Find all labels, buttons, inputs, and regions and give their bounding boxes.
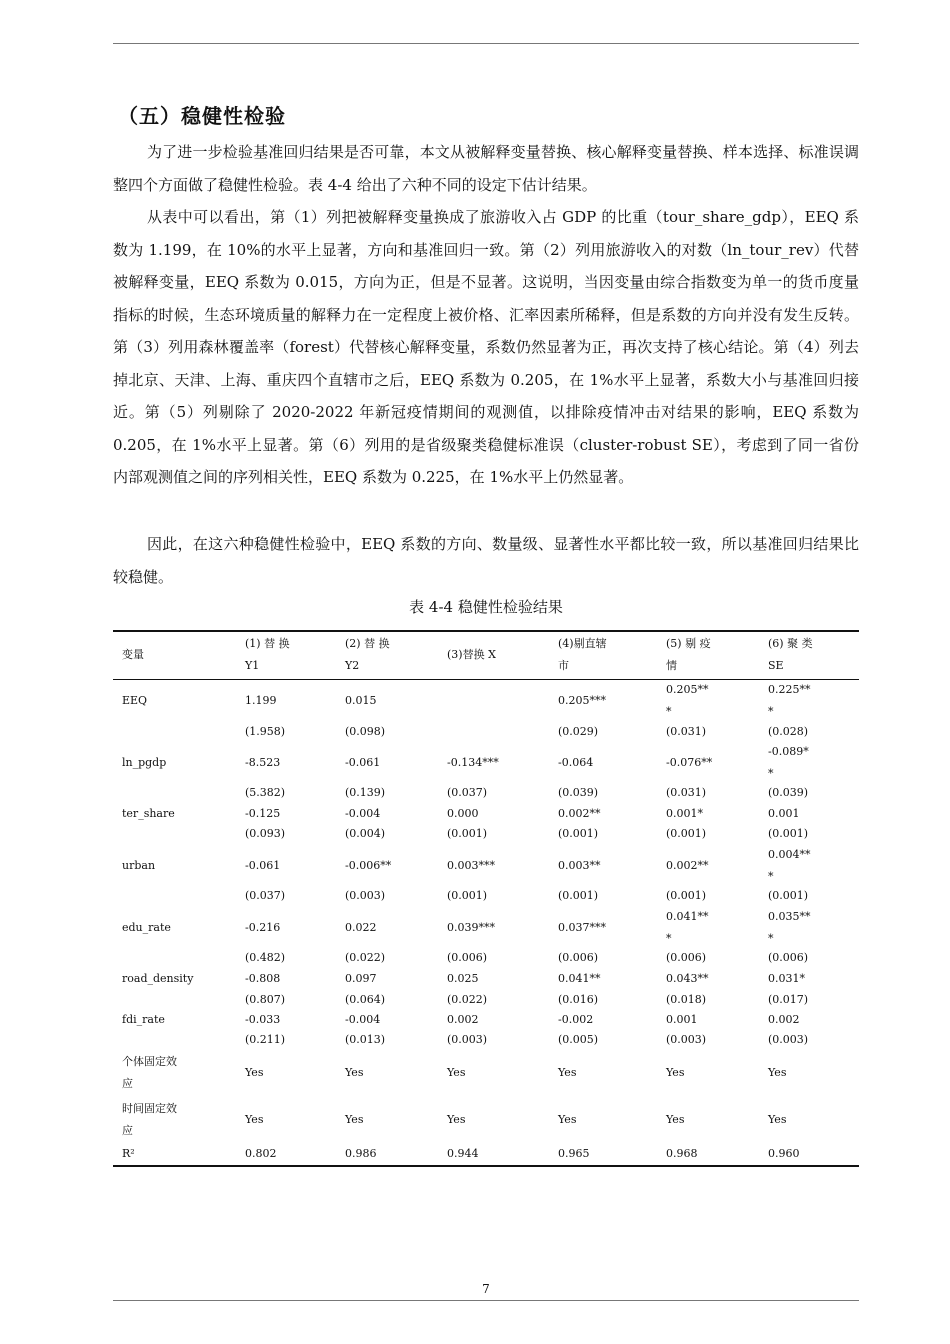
cell-line: Yes <box>245 1065 264 1079</box>
cell-line: -0.808 <box>245 972 281 985</box>
cell-line: (0.006) <box>768 951 809 964</box>
cell-line: Y2 <box>345 658 360 672</box>
row-label-line: urban <box>122 858 156 872</box>
table-cell <box>666 968 709 990</box>
table-cell <box>345 885 385 907</box>
row-label <box>122 968 193 990</box>
cell-line: 市 <box>558 658 569 672</box>
header-col-6 <box>768 633 813 677</box>
cell-line: * <box>768 766 774 780</box>
row-label-line: 个体固定效 <box>122 1054 177 1068</box>
table-cell <box>558 752 593 774</box>
table-cell <box>768 823 808 845</box>
table-cell <box>768 1109 786 1131</box>
cell-line: (0.013) <box>345 1033 386 1046</box>
table-header-rule <box>113 679 859 680</box>
table-cell <box>768 885 808 907</box>
table-cell <box>558 803 601 825</box>
paragraph-2: 从表中可以看出，第（1）列把被解释变量换成了旅游收入占 GDP 的比重（tour_share_gdp），EEQ 系数为 1.199，在 10%的水平上显著，方向和基准回归一致。第（2）列用旅游收入的对数（ln_tour_rev）代替被解释变量，EEQ 系数为 0.015，方向为正，但是不显著。这说明，当因变量由综合指数变为单一的货币度量指标的时候，生态环境质量的解释力在一定程度上被价格、汇率因素所稀释，但是系数的方向并没有发生反转。第（3）列用森林覆盖率（forest）代替核心解释变量，系数仍然显著为正，再次支持了核心结论。第（4）列去掉北京、天津、上海、重庆四个直辖市之后，EEQ 系数为 0.205，在 1%水平上显著，系数大小与基准回归接近。第（5）列剔除了 2020-2022 年新冠疫情期间的观测值，以排除疫情冲击对结果的影响，EEQ 系数为 0.205，在 1%水平上显著。第（6）列用的是省级聚类稳健标准误（cluster-robust SE），考虑到了同一省份内部观测值之间的序列相关性，EEQ 系数为 0.225，在 1%水平上仍然显著。 <box>113 208 860 486</box>
row-label-line: R² <box>122 1147 135 1160</box>
table-cell <box>558 782 598 804</box>
header-col-1 <box>245 633 290 677</box>
header-col-3 <box>447 644 496 666</box>
table-cell <box>345 855 391 877</box>
cell-line: * <box>666 704 672 718</box>
table-cell <box>345 947 385 969</box>
cell-line: -0.216 <box>245 920 281 934</box>
cell-line: 0.205*** <box>558 693 606 707</box>
row-label <box>122 1143 135 1165</box>
table-cell <box>558 1009 593 1031</box>
table-cell <box>666 1062 684 1084</box>
cell-line: (0.006) <box>558 951 599 964</box>
page-number: 7 <box>482 1282 490 1296</box>
cell-line: Yes <box>768 1065 787 1079</box>
cell-line: (0.064) <box>345 992 386 1006</box>
header-col-5 <box>666 633 711 677</box>
table-cell <box>345 690 377 712</box>
table-cell <box>558 721 598 743</box>
cell-line: * <box>666 931 672 945</box>
table-cell <box>345 1029 385 1051</box>
cell-line: 0.001* <box>666 806 703 820</box>
table-cell <box>768 844 811 888</box>
table-cell <box>245 968 280 990</box>
row-label-line: ln_pgdp <box>122 755 167 769</box>
row-label-line: fdi_rate <box>122 1013 165 1026</box>
table-cell <box>558 947 598 969</box>
cell-line: 0.002** <box>558 806 601 820</box>
row-label <box>122 803 175 825</box>
table-cell <box>245 752 280 774</box>
cell-line: -0.002 <box>558 1013 594 1026</box>
cell-line: Yes <box>666 1112 685 1126</box>
table-cell <box>558 855 601 877</box>
table-cell <box>245 1143 277 1165</box>
row-label-line: ter_share <box>122 806 175 820</box>
cell-line: (3)替换 X <box>447 647 496 661</box>
table-cell <box>666 906 709 950</box>
table-cell <box>345 803 380 825</box>
table-cell <box>558 885 598 907</box>
table-cell <box>666 782 706 804</box>
cell-line: 0.031* <box>768 972 805 985</box>
cell-line: 0.004** <box>768 847 811 861</box>
row-label-line: EEQ <box>122 693 148 707</box>
table-cell <box>345 1009 380 1031</box>
cell-line: (0.001) <box>558 889 599 902</box>
cell-line: 1.199 <box>245 693 277 707</box>
cell-line: 0.001 <box>768 806 800 820</box>
table-cell <box>768 1029 808 1051</box>
cell-line: (5) 剔 疫 <box>666 636 711 650</box>
table-cell <box>345 782 385 804</box>
table-cell <box>558 690 606 712</box>
cell-line: (0.139) <box>345 786 386 799</box>
cell-line: 0.002 <box>447 1013 479 1026</box>
table-cell <box>768 679 811 723</box>
cell-line: (0.001) <box>666 889 707 902</box>
table-cell <box>345 917 377 939</box>
row-label <box>122 855 155 877</box>
table-cell <box>666 1143 698 1165</box>
table-caption: 表 4-4 稳健性检验结果 <box>409 598 563 616</box>
table-cell <box>245 803 280 825</box>
cell-line: 0.001 <box>666 1013 698 1026</box>
cell-line: -0.089* <box>768 744 809 758</box>
table-cell <box>245 823 285 845</box>
table-cell <box>768 1009 800 1031</box>
table-cell <box>447 1009 479 1031</box>
cell-line: (0.001) <box>447 827 488 840</box>
cell-line: (0.006) <box>666 951 707 964</box>
cell-line: 0.015 <box>345 693 377 707</box>
table-cell <box>666 1029 706 1051</box>
table-bottom-rule <box>113 1165 859 1167</box>
table-cell <box>558 1143 590 1165</box>
table-cell <box>447 1109 465 1131</box>
table-cell <box>345 1062 363 1084</box>
cell-line: (6) 聚 类 <box>768 636 813 650</box>
table-cell <box>447 855 495 877</box>
cell-line: 0.000 <box>447 806 479 820</box>
table-cell <box>245 989 285 1011</box>
table-cell <box>768 1143 800 1165</box>
table-cell <box>768 741 809 785</box>
cell-line: (0.031) <box>666 786 707 799</box>
cell-line: -0.061 <box>245 858 281 872</box>
section-heading: （五）稳健性检验 <box>118 104 286 128</box>
table-cell <box>768 721 808 743</box>
table-cell <box>666 823 706 845</box>
cell-line: Yes <box>345 1065 364 1079</box>
table-cell <box>768 1062 786 1084</box>
table-cell <box>447 803 479 825</box>
cell-line: 0.003*** <box>447 858 495 872</box>
row-label <box>122 752 166 774</box>
header-col-2 <box>345 633 390 677</box>
table-cell <box>558 968 601 990</box>
table-cell <box>768 782 808 804</box>
cell-line: (0.001) <box>666 827 707 840</box>
cell-line: -8.523 <box>245 755 281 769</box>
table-cell <box>768 906 811 950</box>
table-cell <box>345 823 385 845</box>
table-cell <box>245 885 285 907</box>
cell-line: (0.003) <box>447 1033 488 1046</box>
row-label-line: 应 <box>122 1123 133 1137</box>
table-cell <box>245 1009 280 1031</box>
table-cell <box>447 1062 465 1084</box>
cell-line: -0.033 <box>245 1013 281 1026</box>
table-cell <box>558 1109 576 1131</box>
table-cell <box>666 855 709 877</box>
table-cell <box>558 1062 576 1084</box>
row-label-line: 时间固定效 <box>122 1101 177 1115</box>
table-cell <box>245 947 285 969</box>
table-cell <box>345 1143 377 1165</box>
cell-line: -0.004 <box>345 806 381 820</box>
cell-line: Yes <box>666 1065 685 1079</box>
cell-line: 情 <box>666 658 677 672</box>
cell-line: (2) 替 换 <box>345 636 390 650</box>
table-cell <box>447 947 487 969</box>
row-label <box>122 917 171 939</box>
cell-line: (0.098) <box>345 724 386 738</box>
cell-line: Yes <box>768 1112 787 1126</box>
table-cell <box>558 823 598 845</box>
table-cell <box>666 1109 684 1131</box>
table-cell <box>245 1029 285 1051</box>
cell-line: (0.004) <box>345 827 386 840</box>
table-cell <box>447 823 487 845</box>
cell-line: (5.382) <box>245 786 286 799</box>
row-label <box>122 1009 165 1031</box>
table-cell <box>666 721 706 743</box>
row-label <box>122 1098 177 1142</box>
table-top-rule <box>113 630 859 632</box>
cell-line: -0.064 <box>558 755 594 769</box>
table-cell <box>345 989 385 1011</box>
cell-line: -0.125 <box>245 806 281 820</box>
cell-line: (0.807) <box>245 992 286 1006</box>
cell-line: (0.211) <box>245 1033 286 1046</box>
row-label <box>122 690 147 712</box>
cell-line: Yes <box>558 1112 577 1126</box>
row-label-line: edu_rate <box>122 920 171 934</box>
table-cell <box>245 721 285 743</box>
table-cell <box>447 989 487 1011</box>
cell-line: 0.039*** <box>447 920 495 934</box>
cell-line: (1) 替 换 <box>245 636 290 650</box>
cell-line: -0.006** <box>345 858 392 872</box>
table-cell <box>666 1009 698 1031</box>
cell-line: -0.061 <box>345 755 381 769</box>
cell-line: (0.028) <box>768 724 809 738</box>
table-cell <box>345 968 377 990</box>
table-cell <box>666 752 712 774</box>
paragraph-1: 为了进一步检验基准回归结果是否可靠，本文从被解释变量替换、核心解释变量替换、样本选择、标准误调整四个方面做了稳健性检验。表 4-4 给出了六种不同的设定下估计结果。 <box>113 143 859 194</box>
table-cell <box>245 1062 263 1084</box>
table-cell <box>447 752 499 774</box>
table-cell <box>447 917 495 939</box>
cell-line: (0.003) <box>666 1033 707 1046</box>
cell-line: (0.031) <box>666 724 707 738</box>
cell-line: (0.016) <box>558 992 599 1006</box>
table-cell <box>245 1109 263 1131</box>
cell-line: (0.482) <box>245 951 286 964</box>
cell-line: Yes <box>245 1112 264 1126</box>
cell-line: 0.041** <box>666 909 709 923</box>
cell-line: 0.965 <box>558 1147 590 1160</box>
table-cell <box>666 803 703 825</box>
table-cell <box>447 1143 479 1165</box>
table-cell <box>558 989 598 1011</box>
row-label-line: road_density <box>122 972 194 985</box>
table-cell <box>447 968 479 990</box>
cell-line: (0.039) <box>768 786 809 799</box>
header-col-4 <box>558 633 607 677</box>
table-cell <box>666 947 706 969</box>
cell-line: 0.986 <box>345 1147 377 1160</box>
table-cell <box>245 855 280 877</box>
cell-line: (0.039) <box>558 786 599 799</box>
cell-line: (4)剔直辖 <box>558 636 607 650</box>
cell-line: (0.017) <box>768 992 809 1006</box>
row-label <box>122 1051 177 1095</box>
header-variable: 变量 <box>122 647 144 661</box>
table-cell <box>245 917 280 939</box>
cell-line: (1.958) <box>245 724 286 738</box>
table-cell <box>666 679 709 723</box>
table-cell <box>666 989 706 1011</box>
cell-line: 0.205** <box>666 682 709 696</box>
cell-line: 0.025 <box>447 972 479 985</box>
cell-line: 0.003** <box>558 858 601 872</box>
table-cell <box>768 803 800 825</box>
cell-line: (0.022) <box>447 992 488 1006</box>
cell-line: 0.002** <box>666 858 709 872</box>
cell-line: (0.037) <box>447 786 488 799</box>
table-cell <box>558 917 606 939</box>
cell-line: 0.043** <box>666 972 709 985</box>
cell-line: Yes <box>447 1065 466 1079</box>
cell-line: 0.022 <box>345 920 377 934</box>
cell-line: * <box>768 931 774 945</box>
cell-line: (0.001) <box>558 827 599 840</box>
cell-line: (0.093) <box>245 827 286 840</box>
cell-line: * <box>768 704 774 718</box>
cell-line: 0.041** <box>558 972 601 985</box>
table-cell <box>345 721 385 743</box>
cell-line: Yes <box>447 1112 466 1126</box>
row-label-line: 应 <box>122 1076 133 1090</box>
table-cell <box>768 968 805 990</box>
cell-line: Yes <box>345 1112 364 1126</box>
cell-line: 0.097 <box>345 972 377 985</box>
cell-line: (0.001) <box>768 889 809 902</box>
cell-line: -0.076** <box>666 755 713 769</box>
cell-line: SE <box>768 658 784 672</box>
cell-line: Y1 <box>245 658 260 672</box>
cell-line: (0.003) <box>345 889 386 902</box>
cell-line: (0.006) <box>447 951 488 964</box>
table-cell <box>447 1029 487 1051</box>
cell-line: * <box>768 869 774 883</box>
cell-line: (0.022) <box>345 951 386 964</box>
cell-line: (0.001) <box>768 827 809 840</box>
table-cell <box>245 782 285 804</box>
table-cell <box>245 690 277 712</box>
cell-line: 0.960 <box>768 1147 800 1160</box>
cell-line: (0.001) <box>447 889 488 902</box>
cell-line: -0.134*** <box>447 755 499 769</box>
cell-line: (0.018) <box>666 992 707 1006</box>
table-cell <box>447 782 487 804</box>
cell-line: 0.037*** <box>558 920 606 934</box>
table-cell <box>768 947 808 969</box>
footer-rule <box>113 1300 859 1301</box>
table-cell <box>345 752 380 774</box>
cell-line: 0.802 <box>245 1147 277 1160</box>
table-cell <box>768 989 808 1011</box>
cell-line: (0.037) <box>245 889 286 902</box>
cell-line: (0.029) <box>558 724 599 738</box>
table-cell <box>447 885 487 907</box>
paragraph-3: 因此，在这六种稳健性检验中，EEQ 系数的方向、数量级、显著性水平都比较一致，所以基准回归结果比较稳健。 <box>113 535 859 586</box>
table-cell <box>666 885 706 907</box>
cell-line: (0.003) <box>768 1033 809 1046</box>
cell-line: -0.004 <box>345 1013 381 1026</box>
table-cell <box>558 1029 598 1051</box>
cell-line: 0.225** <box>768 682 811 696</box>
cell-line: 0.944 <box>447 1147 479 1160</box>
table-cell <box>345 1109 363 1131</box>
cell-line: 0.002 <box>768 1013 800 1026</box>
cell-line: (0.005) <box>558 1033 599 1046</box>
cell-line: 0.968 <box>666 1147 698 1160</box>
cell-line: Yes <box>558 1065 577 1079</box>
header-rule <box>113 43 859 44</box>
cell-line: 0.035** <box>768 909 811 923</box>
